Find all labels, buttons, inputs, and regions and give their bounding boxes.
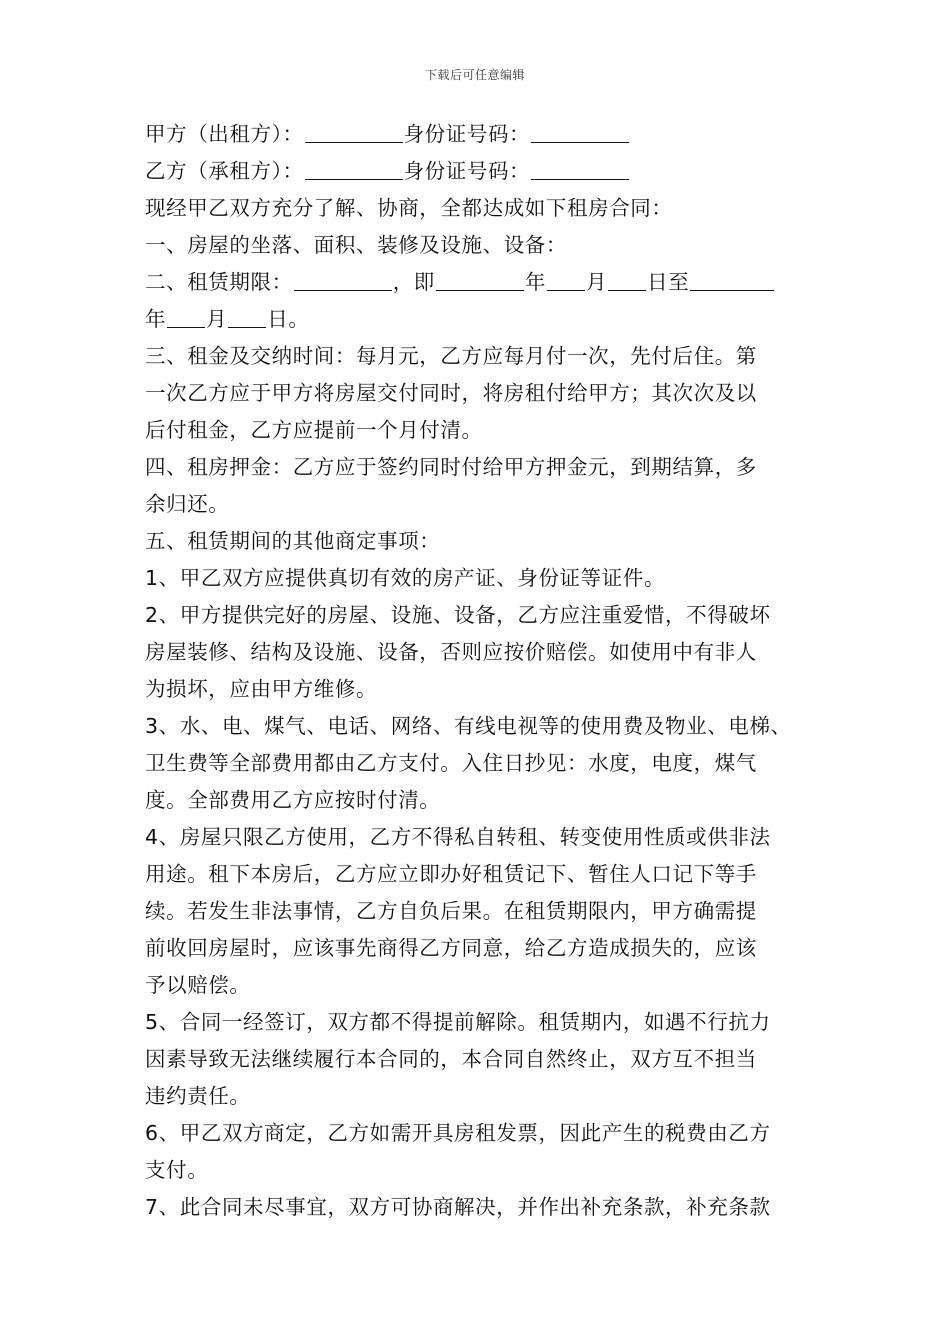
day-label: 日。 (267, 307, 310, 331)
text-line: 2、甲方提供完好的房屋、设施、设备，乙方应注重爱惜，不得破坏 (145, 603, 771, 627)
text-line: 6、甲乙双方商定，乙方如需开具房租发票，因此产生的税费由乙方 (145, 1121, 771, 1145)
party-a-label: 甲方（出租方）： (145, 122, 304, 146)
text-line: 因素导致无法继续履行本合同的，本合同自然终止，双方互不担当 (145, 1047, 757, 1071)
end-month-blank (167, 307, 205, 328)
text-line: 支付。 (145, 1158, 209, 1182)
text-line: 三、租金及交纳时间：每月元，乙方应每月付一次，先付后住。第 (145, 344, 757, 368)
party-a-name-blank (305, 122, 403, 143)
text-line: 后付租金，乙方应提前一个月付清。 (145, 418, 483, 442)
text-line: 房屋装修、结构及设施、设备，否则应按价赔偿。如使用中有非人 (145, 640, 757, 664)
party-b-line (145, 153, 825, 190)
lease-term-label: 二、租赁期限： (145, 270, 293, 294)
text-line: 四、租房押金：乙方应于签约同时付给甲方押金元，到期结算，多 (145, 455, 757, 479)
month-label: 月 (206, 307, 228, 331)
text-line: 7、此合同未尽事宜，双方可协商解决，并作出补充条款，补充条款 (145, 1195, 771, 1219)
text-line: 度。全部费用乙方应按时付清。 (145, 788, 441, 812)
party-a-line (145, 116, 825, 153)
text-line: 违约责任。 (145, 1084, 251, 1108)
contract-body (145, 116, 825, 1226)
party-b-name-blank (305, 159, 403, 180)
party-a-id-blank (531, 122, 629, 143)
party-b-id-blank (531, 159, 629, 180)
year-label: 年 (524, 270, 547, 294)
party-b-label: 乙方（承租方）： (145, 159, 304, 183)
text-line: 一次乙方应于甲方将房屋交付同时，将房租付给甲方；其次次及以 (145, 381, 757, 405)
text-line: 用途。租下本房后，乙方应立即办好租赁记下、暂住人口记下等手 (145, 862, 757, 886)
text-line: 5、合同一经签订，双方都不得提前解除。租赁期内，如遇不行抗力 (145, 1010, 771, 1034)
day-to-label: 日至 (647, 270, 690, 294)
party-a-id-label: 身份证号码： (403, 122, 531, 146)
text-line: 一、房屋的坐落、面积、装修及设施、设备： (145, 233, 567, 257)
lease-term-namely: ，即 (392, 270, 435, 294)
party-b-id-label: 身份证号码： (403, 159, 531, 183)
text-line: 现经甲乙双方充分了解、协商，全都达成如下租房合同： (145, 196, 673, 220)
text-line: 1、甲乙双方应提供真切有效的房产证、身份证等证件。 (145, 566, 666, 590)
text-line: 五、租赁期间的其他商定事项： (145, 529, 441, 553)
text-line: 4、房屋只限乙方使用，乙方不得私自转租、转变使用性质或供非法 (145, 825, 771, 849)
end-day-blank (228, 307, 266, 328)
text-line: 予以赔偿。 (145, 973, 251, 997)
text-line: 续。若发生非法事情，乙方自负后果。在租赁期限内，甲方确需提 (145, 899, 757, 923)
start-day-blank (608, 270, 646, 291)
text-line: 为损坏，应由甲方维修。 (145, 677, 378, 701)
month-label: 月 (586, 270, 608, 294)
text-line: 前收回房屋时，应该事先商得乙方同意，给乙方造成损失的，应该 (145, 936, 757, 960)
lease-term-line (145, 264, 825, 301)
lease-end-line (145, 301, 825, 338)
end-year-blank (690, 270, 774, 291)
text-line: 卫生费等全部费用都由乙方支付。入住日抄见：水度，电度，煤气 (145, 751, 757, 775)
text-line: 余归还。 (145, 492, 230, 516)
start-month-blank (547, 270, 585, 291)
lease-term-blank (294, 270, 392, 291)
year-label: 年 (145, 307, 167, 331)
page-header-note: 下载后可任意编辑 (424, 68, 525, 82)
start-year-blank (436, 270, 524, 291)
text-line: 3、水、电、煤气、电话、网络、有线电视等的使用费及物业、电梯、 (145, 714, 792, 738)
